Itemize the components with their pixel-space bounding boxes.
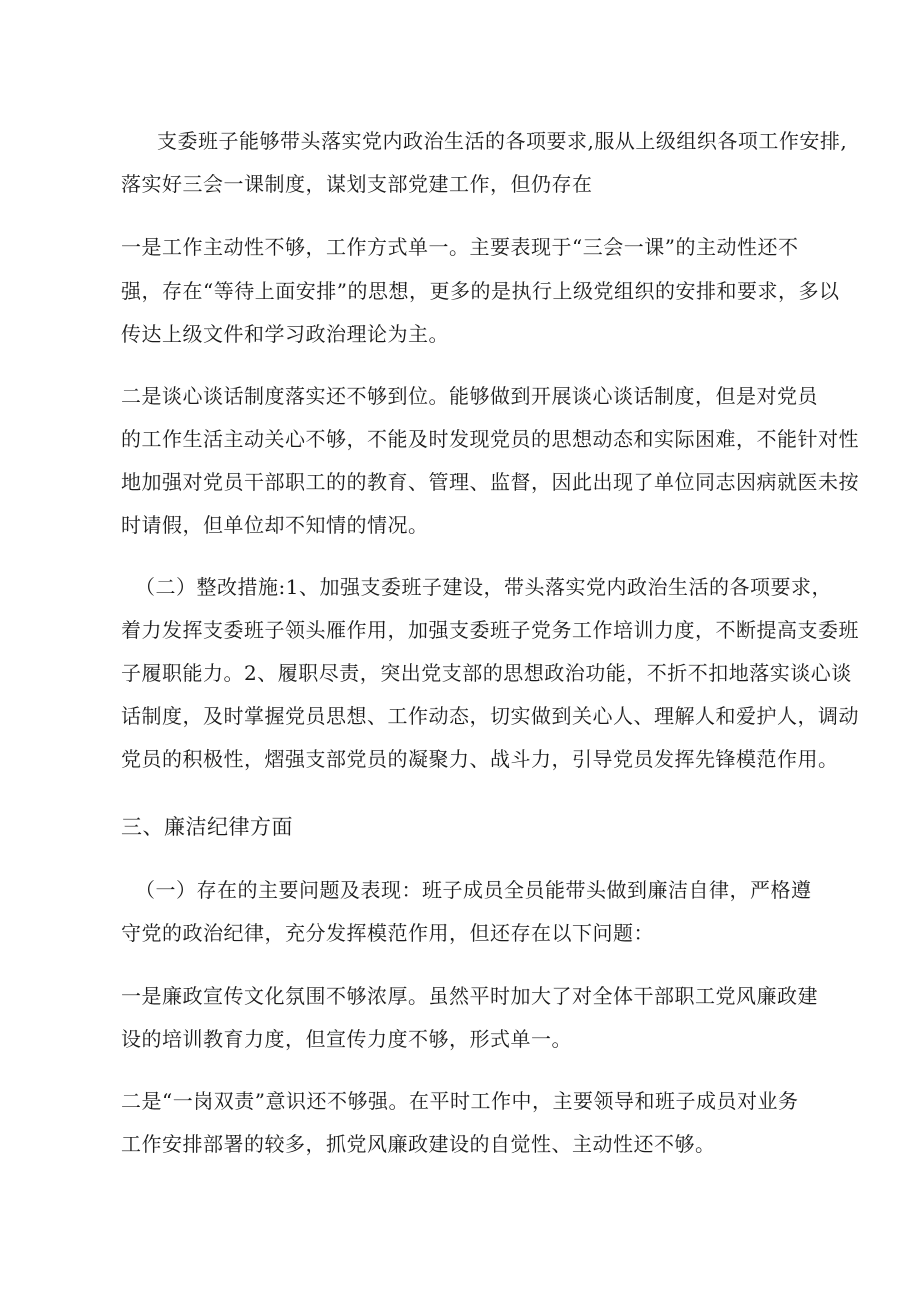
paragraph-7-line-1: 二是“一岗双责”意识还不够强。在平时工作中，主要领导和班子成员对业务 [121,1089,799,1113]
paragraph-3-line-3: 地加强对党员干部职工的的教育、管理、监督，因此出现了单位同志因病就医未按 [121,470,859,494]
paragraph-2-line-2: 强，存在“等待上面安排”的思想，更多的是执行上级党组织的安排和要求，多以 [121,279,840,303]
paragraph-5-line-2: 守党的政治纪律，充分发挥模范作用，但还存在以下问题： [121,921,654,945]
paragraph-4-line-2: 着力发挥支委班子领头雁作用，加强支委班子党务工作培训力度，不断提高支委班 [121,618,859,642]
paragraph-6-line-1: 一是廉政宣传文化氛围不够浓厚。虽然平时加大了对全体干部职工党风廉政建 [121,984,818,1008]
paragraph-2-line-1: 一是工作主动性不够，工作方式单一。主要表现于“三会一课”的主动性还不 [121,235,799,259]
paragraph-7-line-2: 工作安排部署的较多，抓党风廉政建设的自觉性、主动性还不够。 [121,1132,716,1156]
paragraph-1-line-2: 落实好三会一课制度，谋划支部党建工作，但仍存在 [121,172,593,196]
paragraph-3-line-4: 时请假，但单位却不知情的情况。 [121,513,429,537]
paragraph-4-line-5: 党员的积极性，熠强支部党员的凝聚力、战斗力，引导党员发挥先锋模范作用。 [121,747,839,771]
paragraph-3-line-2: 的工作生活主动关心不够，不能及时发现党员的思想动态和实际困难，不能针对性 [121,427,859,451]
paragraph-2-line-3: 传达上级文件和学习政治理论为主。 [121,322,449,346]
paragraph-4-line-3: 子履职能力。2、履职尽责，突出党支部的思想政治功能，不折不扣地落实谈心谈 [121,661,852,685]
paragraph-1-line-1: 支委班子能够带头落实党内政治生活的各项要求,服从上级组织各项工作安排, [157,129,848,153]
paragraph-5-line-1: （一）存在的主要问题及表现：班子成员全员能带头做到廉洁自律，严格遵 [135,878,812,902]
paragraph-6-line-2: 设的培训教育力度，但宣传力度不够，形式单一。 [121,1027,572,1051]
section-heading-3: 三、廉洁纪律方面 [121,815,293,839]
paragraph-4-line-4: 话制度，及时掌握党员思想、工作动态，切实做到关心人、理解人和爱护人，调动 [121,704,859,728]
paragraph-4-line-1: （二）整改措施:1、加强支委班子建设，带头落实党内政治生活的各项要求， [135,575,832,599]
paragraph-3-line-1: 二是谈心谈话制度落实还不够到位。能够做到开展谈心谈话制度，但是对党员 [121,384,818,408]
